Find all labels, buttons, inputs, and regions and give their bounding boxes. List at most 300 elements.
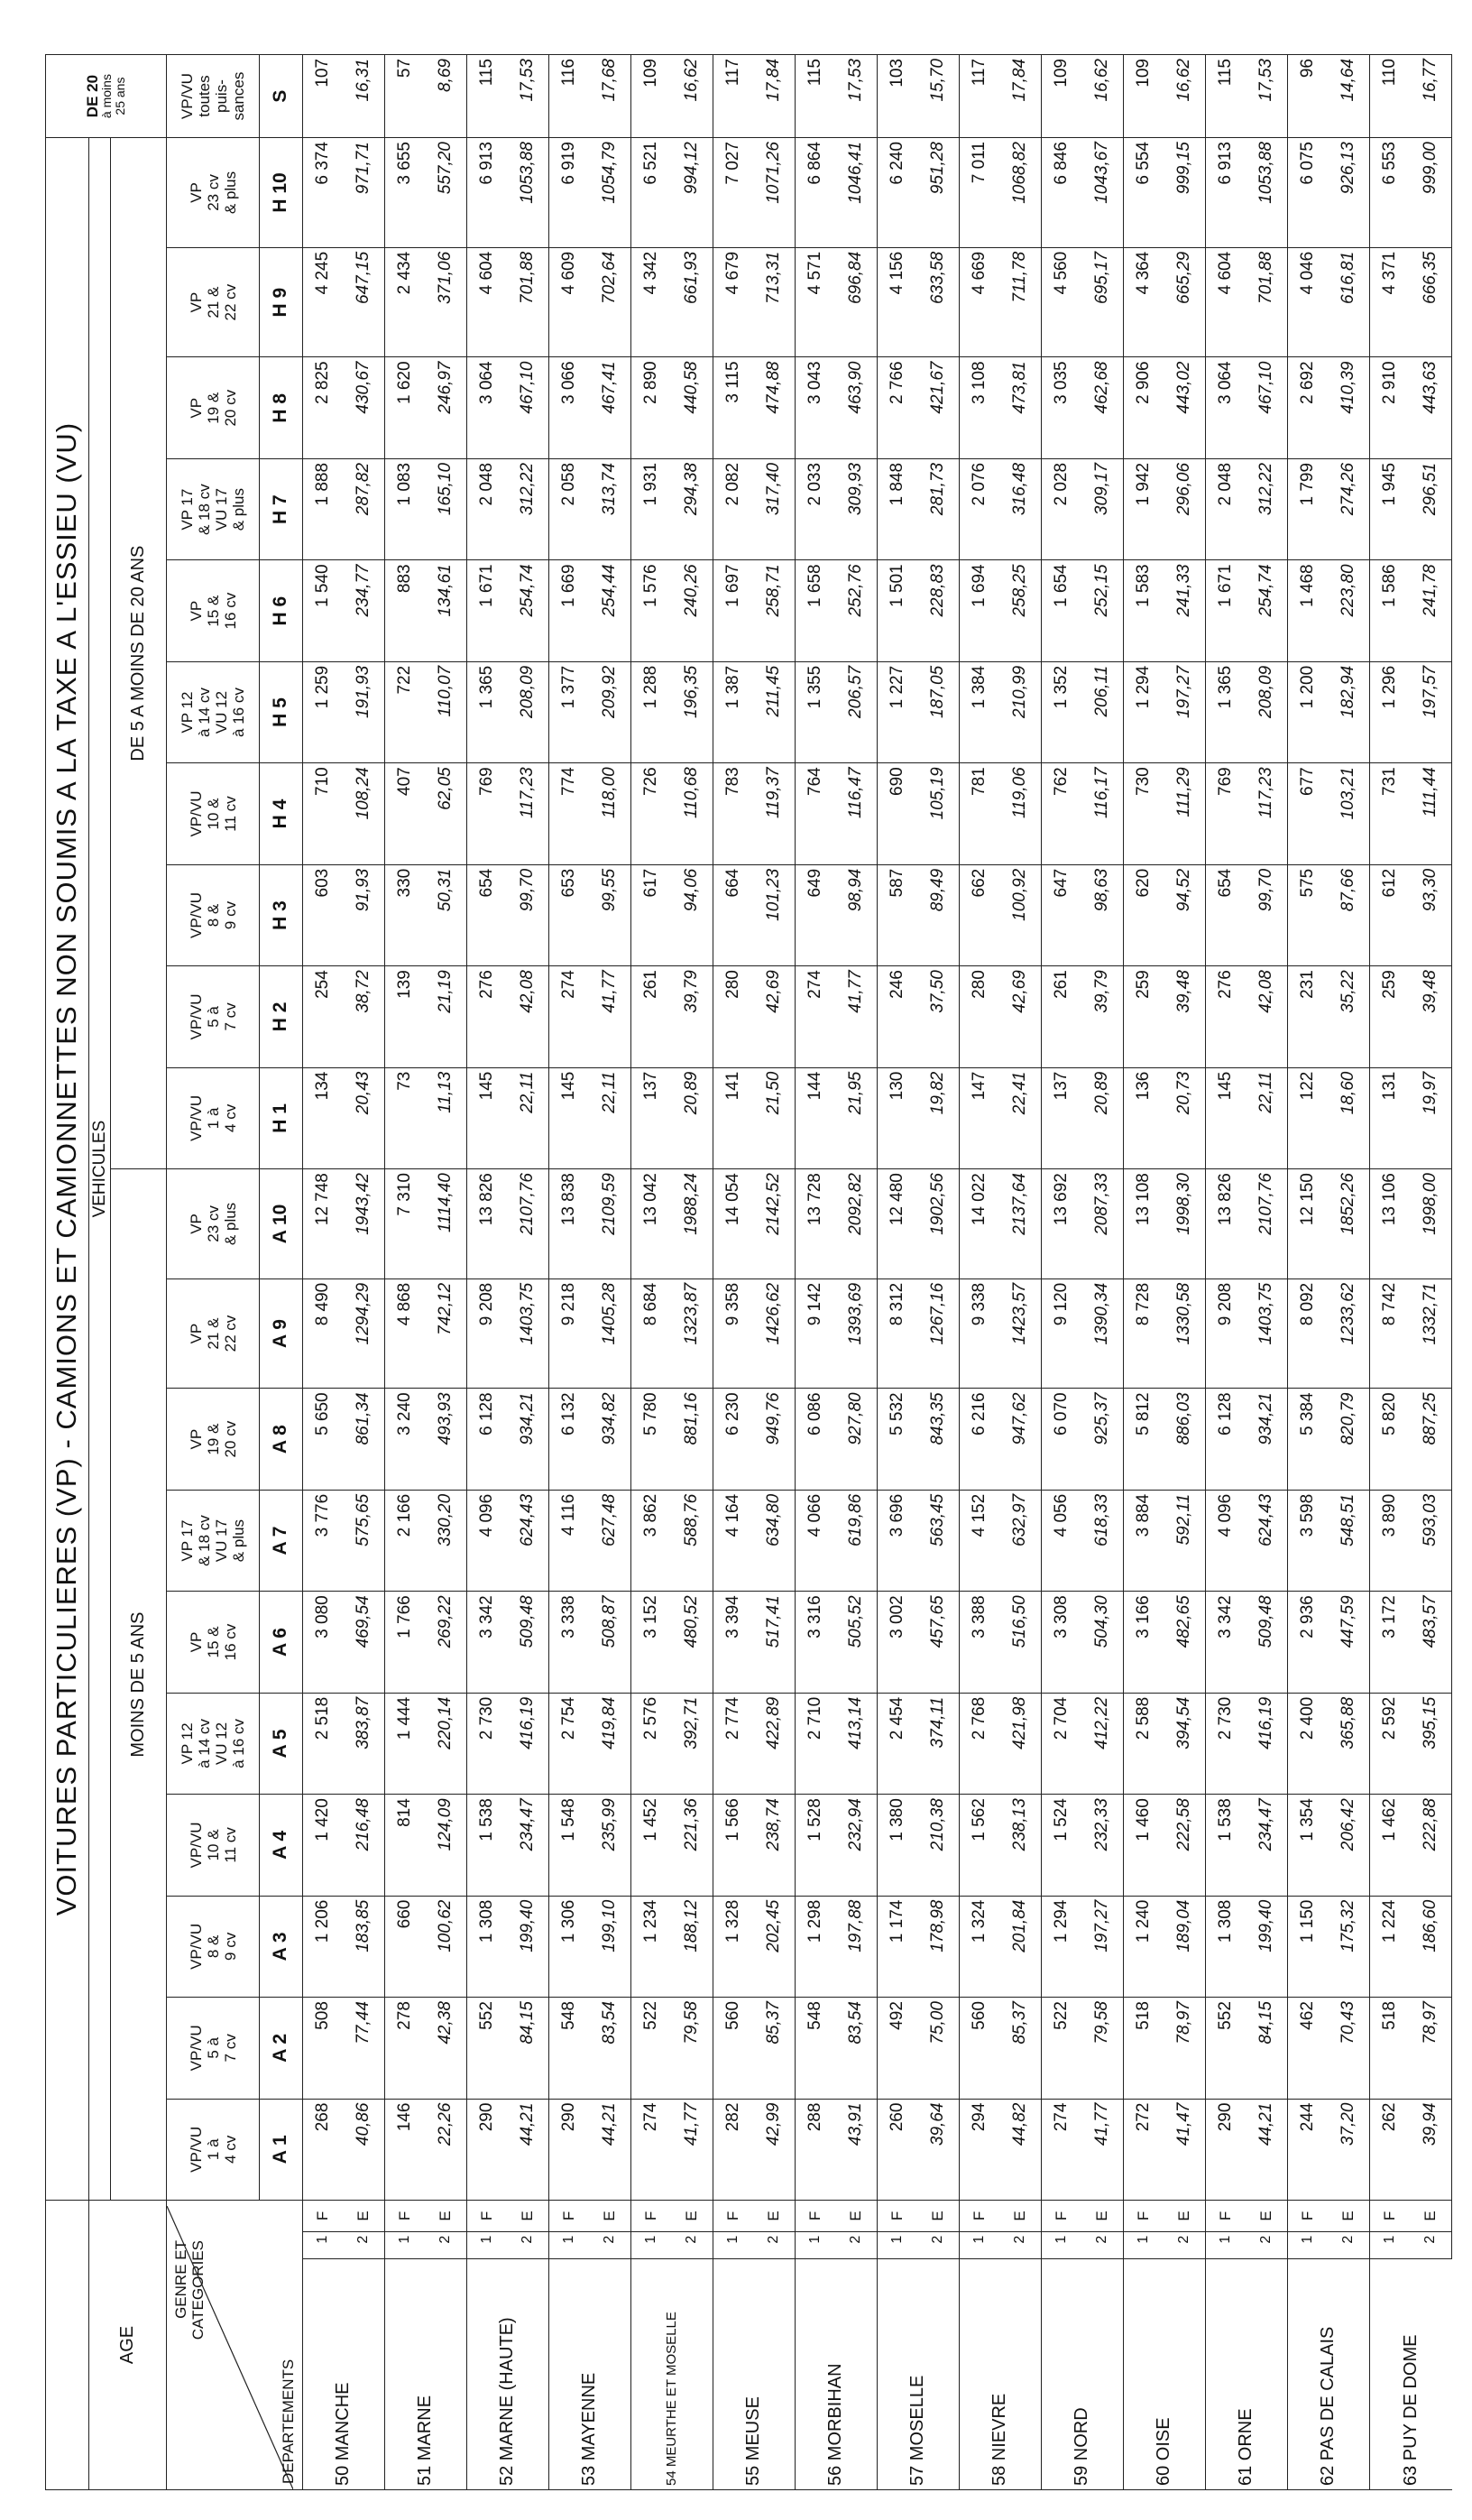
tax-value-f: 13 838: [548, 1169, 590, 1279]
tax-value-e: 41,77: [590, 966, 631, 1067]
genre-number: 2: [1082, 2231, 1124, 2259]
row-letter: E: [1082, 2201, 1124, 2232]
tax-value-f: 6 913: [1205, 138, 1247, 248]
tax-value-e: 17,84: [1000, 55, 1042, 138]
tax-value-f: 560: [713, 1998, 754, 2099]
tax-value-f: 13 826: [466, 1169, 508, 1279]
tax-value-e: 1403,75: [508, 1278, 549, 1389]
header-label-line: VP/VU: [187, 2126, 205, 2173]
tax-value-f: 781: [959, 763, 1000, 864]
header-label-line: VP: [187, 1631, 205, 1653]
tax-value-f: 3 776: [302, 1490, 344, 1591]
tax-value-f: 8 490: [302, 1278, 344, 1389]
tax-value-f: 3 035: [1041, 357, 1082, 458]
tax-value-e: 85,37: [1000, 1998, 1042, 2099]
tax-value-e: 124,09: [426, 1795, 467, 1896]
tax-value-e: 116,47: [836, 763, 878, 864]
tax-value-f: 4 245: [302, 247, 344, 357]
tax-value-f: 4 152: [959, 1490, 1000, 1591]
tax-value-e: 1393,69: [836, 1278, 878, 1389]
tax-value-f: 260: [877, 2099, 918, 2200]
tax-value-f: 518: [1123, 1998, 1164, 2099]
tax-value-e: 14,64: [1329, 55, 1370, 138]
column-code: H 5: [260, 661, 303, 762]
header-label-line: & plus: [221, 171, 239, 215]
tax-value-f: 1 444: [384, 1693, 426, 1794]
tax-value-e: 37,20: [1329, 2099, 1370, 2200]
tax-value-e: 294,38: [672, 458, 713, 559]
tax-value-f: 8 728: [1123, 1278, 1164, 1389]
group-moins-5-ans: MOINS DE 5 ANS: [110, 1169, 166, 2201]
tax-value-e: 199,40: [1247, 1896, 1288, 1997]
row-letter: F: [795, 2201, 836, 2232]
tax-value-e: 43,91: [836, 2099, 878, 2200]
tax-value-e: 934,82: [590, 1389, 631, 1490]
genre-number: 1: [877, 2231, 918, 2259]
tax-value-f: 145: [466, 1067, 508, 1168]
tax-value-e: 17,53: [836, 55, 878, 138]
tax-value-f: 677: [1287, 763, 1329, 864]
tax-value-e: 999,00: [1411, 138, 1452, 248]
header-label-line: 1 à: [204, 2138, 222, 2161]
tax-value-e: 309,17: [1082, 458, 1124, 559]
tax-value-f: 2 774: [713, 1693, 754, 1794]
tax-value-e: 252,15: [1082, 560, 1124, 661]
tax-value-f: 653: [548, 864, 590, 965]
tax-value-e: 467,41: [590, 357, 631, 458]
tax-value-e: 101,23: [754, 864, 796, 965]
tax-value-f: 1 296: [1369, 661, 1411, 762]
tax-value-e: 480,52: [672, 1592, 713, 1693]
tax-value-e: 197,27: [1164, 661, 1206, 762]
tax-value-f: 4 066: [795, 1490, 836, 1591]
tax-value-e: 79,58: [1082, 1998, 1124, 2099]
column-code: A 8: [260, 1389, 303, 1490]
tax-value-f: 660: [384, 1896, 426, 1997]
header-label-line: 11 cv: [221, 796, 239, 832]
header-label-line: 19 &: [204, 1423, 222, 1455]
tax-value-f: 9 208: [1205, 1278, 1247, 1389]
tax-value-f: 12 748: [302, 1169, 344, 1279]
tax-value-f: 1 945: [1369, 458, 1411, 559]
tax-value-e: 457,65: [918, 1592, 960, 1693]
tax-value-e: 77,44: [344, 1998, 385, 2099]
tax-value-e: 78,97: [1164, 1998, 1206, 2099]
header-label-line: & plus: [221, 1202, 239, 1246]
genre-number: 2: [1247, 2231, 1288, 2259]
header-label-line: 8 &: [204, 903, 222, 928]
tax-value-e: 186,60: [1411, 1896, 1452, 1997]
tax-value-e: 110,68: [672, 763, 713, 864]
tax-value-e: 316,48: [1000, 458, 1042, 559]
tax-value-e: 419,84: [590, 1693, 631, 1794]
header-label-line: 19 &: [204, 392, 222, 424]
header-label-line: 20 cv: [221, 389, 239, 427]
tax-value-e: 234,77: [344, 560, 385, 661]
tax-value-f: 276: [1205, 966, 1247, 1067]
column-label: [167, 1278, 260, 1389]
tax-value-f: 109: [1123, 55, 1164, 138]
tax-value-f: 730: [1123, 763, 1164, 864]
tax-value-f: 2 730: [1205, 1693, 1247, 1794]
header-label-line: 10 &: [204, 798, 222, 830]
row-letter: F: [959, 2201, 1000, 2232]
tax-value-f: 147: [959, 1067, 1000, 1168]
tax-value-e: 516,50: [1000, 1592, 1042, 1693]
tax-value-f: 288: [795, 2099, 836, 2200]
tax-value-e: 84,15: [508, 1998, 549, 2099]
column-code: A 5: [260, 1693, 303, 1794]
row-letter: F: [713, 2201, 754, 2232]
tax-value-e: 220,14: [426, 1693, 467, 1794]
tax-value-e: 742,12: [426, 1278, 467, 1389]
tax-value-e: 50,31: [426, 864, 467, 965]
header-label-line: 4 cv: [221, 1103, 239, 1132]
row-letter: E: [508, 2201, 549, 2232]
tax-value-e: 412,22: [1082, 1693, 1124, 1794]
tax-value-e: 627,48: [590, 1490, 631, 1591]
tax-value-e: 483,57: [1411, 1592, 1452, 1693]
tax-value-e: 117,23: [1247, 763, 1288, 864]
tax-value-f: 3 002: [877, 1592, 918, 1693]
tax-value-f: 2 048: [466, 458, 508, 559]
tax-value-f: 244: [1287, 2099, 1329, 2200]
row-letter: F: [1369, 2201, 1411, 2232]
header-label-line: VP/VU: [187, 1094, 205, 1141]
header-label-line: à 16 cv: [230, 688, 248, 737]
tax-value-e: 1405,28: [590, 1278, 631, 1389]
tax-value-f: 1 365: [466, 661, 508, 762]
tax-value-e: 241,33: [1164, 560, 1206, 661]
tax-value-e: 89,49: [918, 864, 960, 965]
row-letter: E: [1411, 2201, 1452, 2232]
tax-value-f: 13 826: [1205, 1169, 1247, 1279]
tax-value-f: 1 671: [466, 560, 508, 661]
tax-value-e: 199,40: [508, 1896, 549, 1997]
tax-value-f: 1 528: [795, 1795, 836, 1896]
header-label-line: VP 12: [179, 691, 197, 734]
tax-value-e: 93,30: [1411, 864, 1452, 965]
tax-value-f: 290: [548, 2099, 590, 2200]
tax-value-f: 2 576: [630, 1693, 672, 1794]
tax-value-e: 16,31: [344, 55, 385, 138]
tax-value-e: 189,04: [1164, 1896, 1206, 1997]
tax-value-f: 1 324: [959, 1896, 1000, 1997]
header-label-line: VP: [187, 1428, 205, 1450]
header-label-line: 23 cv: [204, 1205, 222, 1242]
tax-value-f: 1 566: [713, 1795, 754, 1896]
tax-value-f: 14 022: [959, 1169, 1000, 1279]
tax-value-e: 887,25: [1411, 1389, 1452, 1490]
tax-value-f: 1 298: [795, 1896, 836, 1997]
tax-value-e: 702,64: [590, 247, 631, 357]
tax-value-e: 548,51: [1329, 1490, 1370, 1591]
tax-value-f: 1 150: [1287, 1896, 1329, 1997]
tax-value-f: 3 862: [630, 1490, 672, 1591]
tax-value-f: 1 848: [877, 458, 918, 559]
tax-value-f: 1 200: [1287, 661, 1329, 762]
tax-value-e: 83,54: [590, 1998, 631, 2099]
genre-number: 2: [754, 2231, 796, 2259]
tax-value-e: 17,53: [508, 55, 549, 138]
tax-value-f: 2 692: [1287, 357, 1329, 458]
tax-value-f: 6 864: [795, 138, 836, 248]
tax-value-f: 4 096: [1205, 1490, 1247, 1591]
tax-value-e: 1053,88: [1247, 138, 1288, 248]
tax-value-e: 463,90: [836, 357, 878, 458]
tax-value-e: 312,22: [1247, 458, 1288, 559]
tax-value-e: 39,79: [672, 966, 713, 1067]
tax-value-f: 2 058: [548, 458, 590, 559]
tax-value-f: 274: [795, 966, 836, 1067]
tax-value-e: 593,03: [1411, 1490, 1452, 1591]
tax-value-f: 110: [1369, 55, 1411, 138]
header-label-line: VP 17: [179, 1519, 197, 1562]
tax-value-e: 17,84: [754, 55, 796, 138]
header-label-line: & 18 cv: [196, 484, 214, 536]
tax-value-e: 99,55: [590, 864, 631, 965]
tax-value-f: 274: [1041, 2099, 1082, 2200]
tax-value-e: 1068,82: [1000, 138, 1042, 248]
tax-value-f: 6 521: [630, 138, 672, 248]
tax-value-f: 2 400: [1287, 1693, 1329, 1794]
tax-value-f: 1 524: [1041, 1795, 1082, 1896]
header-label-line: VP: [187, 1214, 205, 1234]
tax-value-e: 222,58: [1164, 1795, 1206, 1896]
department-name: 53 MAYENNE: [548, 2259, 630, 2490]
tax-value-e: 443,02: [1164, 357, 1206, 458]
column-code: H 10: [260, 138, 303, 248]
tax-value-e: 22,11: [508, 1067, 549, 1168]
column-label: [167, 458, 260, 559]
row-letter: F: [384, 2201, 426, 2232]
tax-value-e: 91,93: [344, 864, 385, 965]
tax-value-e: 79,58: [672, 1998, 713, 2099]
column-label: [167, 661, 260, 762]
header-label-line: 7 cv: [221, 1002, 239, 1031]
tax-value-f: 587: [877, 864, 918, 965]
tax-value-e: 246,97: [426, 357, 467, 458]
tax-value-e: 647,15: [344, 247, 385, 357]
tax-value-f: 13 106: [1369, 1169, 1411, 1279]
genre-number: 2: [1329, 2231, 1370, 2259]
tax-value-e: 22,11: [590, 1067, 631, 1168]
tax-value-e: 711,78: [1000, 247, 1042, 357]
tax-value-f: 290: [1205, 2099, 1247, 2200]
tax-value-f: 1 354: [1287, 1795, 1329, 1896]
tax-value-e: 22,26: [426, 2099, 467, 2200]
tax-value-e: 41,77: [1082, 2099, 1124, 2200]
tax-value-f: 1 942: [1123, 458, 1164, 559]
tax-value-f: 272: [1123, 2099, 1164, 2200]
tax-value-e: 228,83: [918, 560, 960, 661]
tax-value-f: 141: [713, 1067, 754, 1168]
tax-value-f: 3 152: [630, 1592, 672, 1693]
tax-value-e: 199,10: [590, 1896, 631, 1997]
tax-value-f: 647: [1041, 864, 1082, 965]
tax-value-f: 282: [713, 2099, 754, 2200]
tax-value-f: 3 338: [548, 1592, 590, 1693]
tax-value-e: 16,62: [1082, 55, 1124, 138]
tax-value-e: 618,33: [1082, 1490, 1124, 1591]
tax-value-e: 100,62: [426, 1896, 467, 1997]
column-code: H 6: [260, 560, 303, 661]
tax-value-e: 22,41: [1000, 1067, 1042, 1168]
tax-value-f: 814: [384, 1795, 426, 1896]
column-label: [167, 1795, 260, 1896]
tax-value-f: 117: [959, 55, 1000, 138]
tax-value-f: 1 694: [959, 560, 1000, 661]
header-label-line: 22 cv: [221, 283, 239, 321]
tax-value-f: 575: [1287, 864, 1329, 965]
column-code: H 9: [260, 247, 303, 357]
header-label-line: 21 &: [204, 1317, 222, 1350]
tax-value-f: 3 696: [877, 1490, 918, 1591]
tax-value-f: 4 571: [795, 247, 836, 357]
tax-value-f: 1 355: [795, 661, 836, 762]
tax-value-f: 5 650: [302, 1389, 344, 1490]
row-letter: E: [836, 2201, 878, 2232]
genre-number: 2: [508, 2231, 549, 2259]
tax-value-e: 20,73: [1164, 1067, 1206, 1168]
tax-value-f: 6 846: [1041, 138, 1082, 248]
genre-number: 2: [672, 2231, 713, 2259]
tax-value-f: 4 056: [1041, 1490, 1082, 1591]
tax-value-e: 197,27: [1082, 1896, 1124, 1997]
tax-value-e: 188,12: [672, 1896, 713, 1997]
header-label-line: à 16 cv: [230, 1719, 248, 1768]
header-label-line: VP 17: [179, 488, 197, 531]
department-name: 56 MORBIHAN: [795, 2259, 877, 2490]
tax-value-f: 3 166: [1123, 1592, 1164, 1693]
tax-value-f: 290: [466, 2099, 508, 2200]
tax-value-e: 183,85: [344, 1896, 385, 1997]
tax-value-f: 1 669: [548, 560, 590, 661]
tax-value-f: 1 420: [302, 1795, 344, 1896]
tax-value-f: 9 208: [466, 1278, 508, 1389]
header-label-line: & 18 cv: [196, 1515, 214, 1566]
tax-value-e: 269,22: [426, 1592, 467, 1693]
tax-value-f: 3 172: [1369, 1592, 1411, 1693]
tax-value-e: 287,82: [344, 458, 385, 559]
tax-value-f: 3 388: [959, 1592, 1000, 1693]
tax-value-e: 624,43: [1247, 1490, 1288, 1591]
tax-value-e: 37,50: [918, 966, 960, 1067]
tax-value-e: 374,11: [918, 1693, 960, 1794]
header-label-line: VP: [187, 1323, 205, 1344]
tax-value-f: 3 240: [384, 1389, 426, 1490]
tax-value-f: 134: [302, 1067, 344, 1168]
tax-value-f: 2 592: [1369, 1693, 1411, 1794]
tax-value-e: 1852,26: [1329, 1169, 1370, 1279]
tax-value-e: 44,21: [508, 2099, 549, 2200]
tax-value-e: 925,37: [1082, 1389, 1124, 1490]
header-label-line: VP/VU: [187, 790, 205, 837]
row-letter: E: [1329, 2201, 1370, 2232]
tax-value-e: 39,48: [1411, 966, 1452, 1067]
tax-value-e: 206,11: [1082, 661, 1124, 762]
tax-value-f: 145: [1205, 1067, 1247, 1168]
tax-value-e: 317,40: [754, 458, 796, 559]
tax-value-f: 522: [630, 1998, 672, 2099]
tax-value-f: 560: [959, 1998, 1000, 2099]
tax-value-f: 5 820: [1369, 1389, 1411, 1490]
tax-value-e: 44,82: [1000, 2099, 1042, 2200]
tax-value-e: 592,11: [1164, 1490, 1206, 1591]
tax-value-e: 221,36: [672, 1795, 713, 1896]
tax-value-f: 2 028: [1041, 458, 1082, 559]
vehicules-label: VEHICULES: [88, 138, 110, 2201]
tax-value-e: 557,20: [426, 138, 467, 248]
tax-value-e: 1988,24: [672, 1169, 713, 1279]
tax-value-e: 44,21: [1247, 2099, 1288, 2200]
tax-value-e: 44,21: [590, 2099, 631, 2200]
header-label-line: VP 12: [179, 1722, 197, 1765]
tax-value-f: 3 316: [795, 1592, 836, 1693]
column-code: A 9: [260, 1278, 303, 1389]
tax-value-e: 296,06: [1164, 458, 1206, 559]
tax-value-e: 98,63: [1082, 864, 1124, 965]
department-name: 61 ORNE: [1205, 2259, 1287, 2490]
tax-value-e: 62,05: [426, 763, 467, 864]
tax-value-e: 616,81: [1329, 247, 1370, 357]
header-label-line: VP: [187, 291, 205, 313]
tax-value-f: 6 913: [466, 138, 508, 248]
tax-value-f: 1 328: [713, 1896, 754, 1997]
row-letter: F: [1041, 2201, 1082, 2232]
rotated-table-container: [45, 54, 1452, 2490]
departements-label: DEPARTEMENTS: [279, 2358, 297, 2484]
table-title: VOITURES PARTICULIERES (VP) - CAMIONS ET CAMIONNETTES NON SOUMIS A LA TAXE A L'ESSIEU (VU): [46, 138, 89, 2201]
tax-value-f: 9 338: [959, 1278, 1000, 1389]
tax-value-f: 4 609: [548, 247, 590, 357]
header-label-line: 21 &: [204, 286, 222, 318]
header-label-line: toutes: [196, 75, 214, 117]
header-label-line: à 14 cv: [196, 1719, 214, 1768]
tax-value-f: 6 240: [877, 138, 918, 248]
tax-value-e: 232,33: [1082, 1795, 1124, 1896]
tax-value-e: 482,65: [1164, 1592, 1206, 1693]
tax-value-f: 1 462: [1369, 1795, 1411, 1896]
tax-value-f: 731: [1369, 763, 1411, 864]
diagonal-divider: [167, 2206, 293, 2489]
tax-value-e: 309,93: [836, 458, 878, 559]
tax-value-e: 421,98: [1000, 1693, 1042, 1794]
column-code: H 2: [260, 966, 303, 1067]
tax-value-f: 3 064: [1205, 357, 1247, 458]
tax-value-e: 99,70: [508, 864, 549, 965]
tax-value-e: 1053,88: [508, 138, 549, 248]
tax-value-e: 42,99: [754, 2099, 796, 2200]
tax-value-f: 769: [1205, 763, 1247, 864]
tax-value-f: 552: [1205, 1998, 1247, 2099]
tax-value-f: 115: [1205, 55, 1247, 138]
tax-value-f: 13 728: [795, 1169, 836, 1279]
header-label-line: puis-: [213, 79, 231, 113]
tax-value-e: 508,87: [590, 1592, 631, 1693]
tax-value-f: 6 128: [1205, 1389, 1247, 1490]
tax-value-e: 175,32: [1329, 1896, 1370, 1997]
tax-value-f: 3 080: [302, 1592, 344, 1693]
tax-value-e: 35,22: [1329, 966, 1370, 1067]
tax-value-e: 94,52: [1164, 864, 1206, 965]
tax-value-e: 1998,00: [1411, 1169, 1452, 1279]
column-code: H 1: [260, 1067, 303, 1168]
tax-value-f: 144: [795, 1067, 836, 1168]
tax-value-e: 1902,56: [918, 1169, 960, 1279]
tax-value-f: 73: [384, 1067, 426, 1168]
tax-value-f: 7 310: [384, 1169, 426, 1279]
